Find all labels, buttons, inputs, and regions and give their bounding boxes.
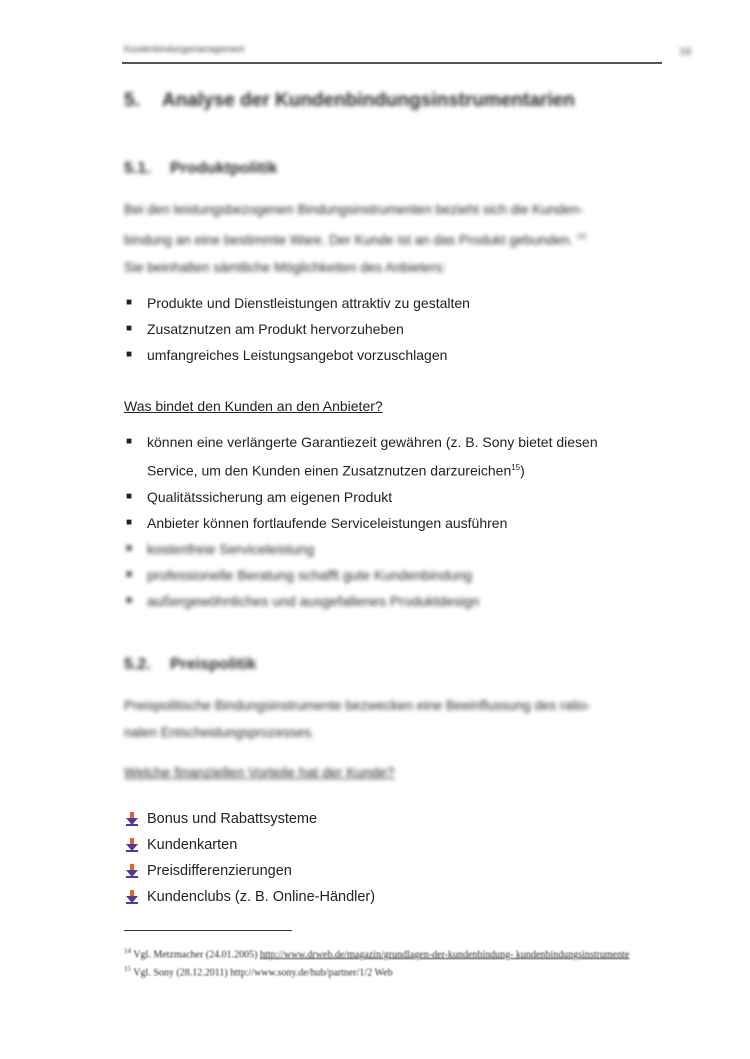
paragraph-line: Sie beinhalten sämtliche Möglichkeiten des Anbieters: — [124, 259, 446, 275]
bullet-square-icon: ■ — [126, 323, 133, 334]
question-heading: Was bindet den Kunden an den Anbieter? — [124, 398, 383, 414]
paragraph-line: bindung an eine bestimmte Ware. Der Kunde ist an das Produkt gebunden. $^{14}$ — [124, 232, 586, 248]
paragraph-line: nalen Entscheidungsprozesses. — [124, 725, 315, 740]
footnote-ref: 14 — [576, 232, 586, 241]
bullet-square-icon: ■ — [126, 516, 133, 528]
bullet-list-binding — [124, 429, 664, 614]
footnote: $^{14}$ Vgl. Metzmacher (24.01.2005) http://www.drweb.de/magazin/grundlagen-der-kundenbindung- kundenbindungsinstrumente — [124, 947, 630, 961]
list-item: ■ Anbieter können fortlaufende Serviceleistungen ausführen — [124, 510, 664, 536]
list-item: ■ außergewöhnliches und ausgefallenes Produktdesign — [124, 588, 664, 614]
list-item: ■ professionelle Beratung schafft gute Kundenbindung — [124, 562, 664, 588]
list-item: Kundenkarten — [124, 832, 375, 858]
section-heading-5-2 — [124, 656, 256, 674]
list-item: ■ Qualitätssicherung am eigenen Produkt — [124, 484, 664, 510]
bullet-square-icon: ■ — [126, 594, 133, 606]
list-item: ■ Zusatznutzen am Produkt hervorzuheben — [124, 316, 664, 342]
paragraph-line: Bei den leistungsbezogenen Bindungsinstrumenten bezieht sich die Kunden- — [124, 202, 584, 217]
paragraph-preispolitik — [124, 692, 644, 746]
list-item: ■ umfangreiches Leistungsangebot vorzuschlagen — [124, 342, 664, 368]
arrow-list-price — [124, 806, 375, 910]
bullet-list-product — [124, 290, 664, 368]
bullet-square-icon: ■ — [126, 490, 133, 502]
arrow-down-icon — [126, 890, 138, 904]
question-heading: Welche finanziellen Vorteile hat der Kunde? — [124, 764, 395, 780]
bullet-square-icon: ■ — [126, 542, 133, 554]
section-heading-5-1 — [124, 160, 278, 178]
bullet-square-icon: ■ — [126, 349, 133, 360]
bullet-square-icon: ■ — [126, 568, 133, 580]
bullet-square-icon: ■ — [126, 436, 133, 447]
list-item: ■ können eine verlängerte Garantiezeit gewähren (z. B. Sony bietet diesen Service, um den Kunden einen Zusatznutzen darzureichen$^{15}$) — [124, 429, 664, 484]
arrow-down-icon — [126, 864, 138, 878]
footnotes — [124, 944, 664, 981]
paragraph-produktpolitik — [124, 196, 644, 281]
header-divider — [122, 62, 662, 64]
footnote: $^{15}$ Vgl. Sony (28.12.2011) http://www.sony.de/hub/partner/1/2 Web — [124, 965, 393, 979]
section-number: 5.1. — [124, 160, 151, 177]
footnote-ref: 15 — [511, 463, 521, 472]
page-number: 10 — [679, 44, 691, 58]
bullet-square-icon: ■ — [126, 297, 133, 308]
section-heading-5 — [124, 90, 575, 112]
list-item: Kundenclubs (z. B. Online-Händler) — [124, 884, 375, 910]
list-item: Bonus und Rabattsysteme — [124, 806, 375, 832]
list-item: ■ kostenfreie Serviceleistung — [124, 536, 664, 562]
arrow-down-icon — [126, 812, 138, 826]
section-title: Preispolitik — [170, 656, 257, 673]
paragraph-line: Preispolitische Bindungsinstrumente bezwecken eine Beeinflussung des ratio- — [124, 698, 591, 713]
list-item: ■ Produkte und Dienstleistungen attraktiv zu gestalten — [124, 290, 664, 316]
footnote-divider — [124, 930, 292, 931]
section-number: 5.2. — [124, 656, 151, 673]
running-header: Kundenbindungsmanagement — [124, 44, 245, 54]
section-title: Produktpolitik — [170, 160, 278, 177]
arrow-down-icon — [126, 838, 138, 852]
section-title: Analyse der Kundenbindungsinstrumentarien — [162, 90, 575, 111]
section-number: 5. — [124, 90, 140, 111]
footnote-link[interactable]: http://www.drweb.de/magazin/grundlagen-der-kundenbindung- kundenbindungsinstrumente — [259, 949, 630, 961]
list-item: Preisdifferenzierungen — [124, 858, 375, 884]
